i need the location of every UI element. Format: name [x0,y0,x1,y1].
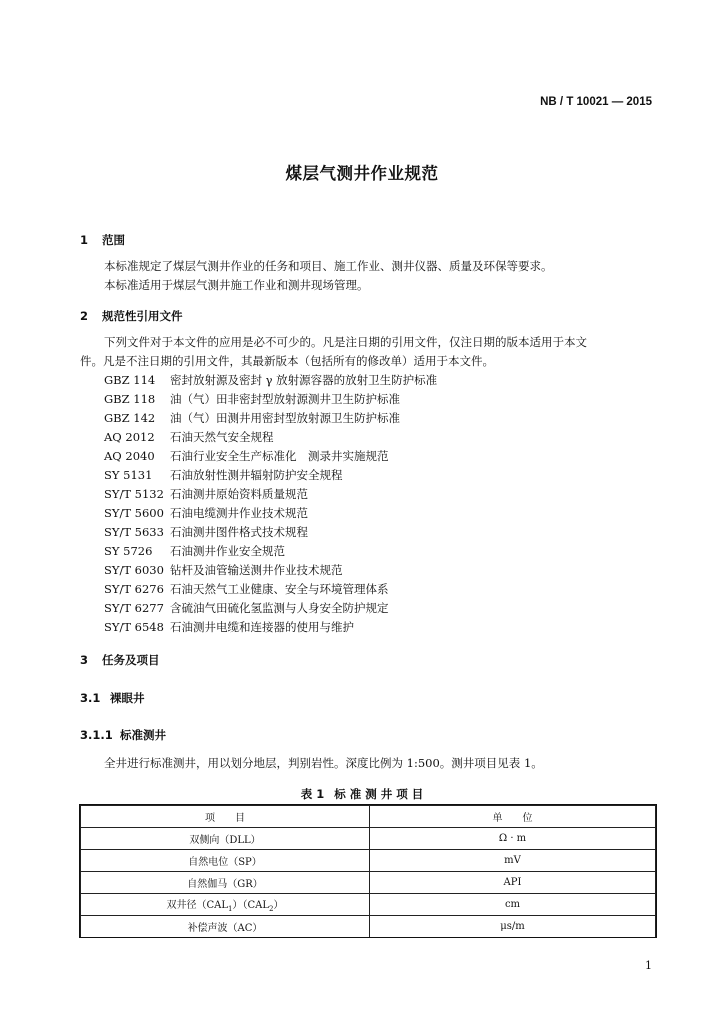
reference-item [104,372,437,388]
table-row [81,850,656,872]
reference-code: AQ 2012 [104,430,155,444]
table-row [81,894,656,916]
reference-code: GBZ 114 [104,373,156,387]
reference-code: SY/T 6276 [104,582,164,596]
cell-item: 补偿声波（AC） [81,916,370,938]
section-title: 任务及项目 [102,653,160,667]
reference-item [104,505,308,521]
reference-item [104,486,308,502]
section-title: 规范性引用文件 [102,309,183,323]
section-number: 3.1 [80,691,101,705]
cell-unit: API [370,872,656,894]
table-caption [0,786,724,802]
reference-item [104,467,343,483]
section-number: 1 [80,233,89,247]
cell-item [81,894,370,916]
reference-item [104,581,389,597]
reference-item [104,562,343,578]
cell-item-text: ）（CAL [232,900,270,911]
cell-unit: cm [370,894,656,916]
reference-code: SY/T 5633 [104,525,164,539]
column-header-unit: 单 位 [370,806,656,828]
reference-code: SY/T 5132 [104,487,164,501]
reference-title: 油（气）田非密封型放射源测井卫生防护标准 [170,392,400,406]
reference-title: 石油测井作业安全规范 [170,544,285,558]
reference-title: 石油测井电缆和连接器的使用与维护 [170,620,354,634]
section-2-intro-line-2: 件。凡是不注日期的引用文件，其最新版本（包括所有的修改单）适用于本文件。 [80,354,494,368]
reference-item [104,543,285,559]
section-3-1-1-paragraph: 全井进行标准测井，用以划分地层，判别岩性。深度比例为 1:500。测井项目见表 1。 [104,756,543,770]
section-2-intro-line-1: 下列文件对于本文件的应用是必不可少的。凡是注日期的引用文件，仅注日期的版本适用于本文 [104,335,587,349]
cell-item: 自然电位（SP） [81,850,370,872]
reference-title: 石油天然气安全规程 [170,430,274,444]
section-1-paragraph-2: 本标准适用于煤层气测井施工作业和测井现场管理。 [104,278,369,292]
section-1-paragraph-1: 本标准规定了煤层气测井作业的任务和项目、施工作业、测井仪器、质量及环保等要求。 [104,259,553,273]
reference-code: SY/T 6548 [104,620,164,634]
reference-title: 石油行业安全生产标准化 测录井实施规范 [170,449,389,463]
table-row [81,916,656,938]
cell-item: 双侧向（DLL） [81,828,370,850]
section-number: 3.1.1 [80,728,113,742]
reference-title: 石油放射性测井辐射防护安全规程 [170,468,343,482]
table-row [81,872,656,894]
document-title: 煤层气测井作业规范 [285,164,439,183]
reference-title: 油（气）田测井用密封型放射源卫生防护标准 [170,411,400,425]
reference-code: SY/T 6030 [104,563,164,577]
reference-title: 密封放射源及密封 γ 放射源容器的放射卫生防护标准 [170,373,438,387]
reference-item [104,600,389,616]
cell-unit: Ω · m [370,828,656,850]
section-2-heading [80,308,183,324]
reference-title: 石油测井原始资料质量规范 [170,487,308,501]
section-3-1-heading [80,690,145,706]
section-1-heading [80,232,125,248]
cell-unit: mV [370,850,656,872]
cell-unit: μs/m [370,916,656,938]
reference-title: 含硫油气田硫化氢监测与人身安全防护规定 [170,601,389,615]
subscript: 1 [228,905,233,913]
reference-title: 钻杆及油管输送测井作业技术规范 [170,563,343,577]
table-caption-label: 表 1 [300,787,325,801]
reference-title: 石油电缆测井作业技术规范 [170,506,308,520]
reference-item [104,524,308,540]
table-row [81,828,656,850]
standard-number: NB / T 10021 — 2015 [540,96,652,108]
section-title: 范围 [102,233,125,247]
reference-item [104,391,400,407]
column-header-item: 项 目 [81,806,370,828]
section-number: 2 [80,309,89,323]
section-title: 标准测井 [120,728,166,742]
reference-item [104,429,274,445]
cell-item: 自然伽马（GR） [81,872,370,894]
subscript: 2 [269,905,274,913]
standard-logging-items-table [80,805,656,938]
reference-code: SY/T 6277 [104,601,164,615]
section-title: 裸眼井 [110,691,145,705]
page-number: 1 [645,959,652,972]
reference-code: SY 5131 [104,468,153,482]
reference-item [104,410,400,426]
reference-title: 石油测井图件格式技术规程 [170,525,308,539]
cell-item-text: ） [273,900,284,911]
reference-item [104,448,389,464]
reference-item [104,619,354,635]
reference-code: AQ 2040 [104,449,155,463]
section-3-heading [80,652,160,668]
table-caption-title: 标 准 测 井 项 目 [334,787,424,801]
reference-code: SY/T 5600 [104,506,164,520]
reference-code: GBZ 142 [104,411,156,425]
section-number: 3 [80,653,89,667]
cell-item-text: 双井径（CAL [166,900,229,911]
section-3-1-1-heading [80,727,166,743]
reference-code: GBZ 118 [104,392,156,406]
reference-code: SY 5726 [104,544,153,558]
reference-title: 石油天然气工业健康、安全与环境管理体系 [170,582,389,596]
table-header-row [81,806,656,828]
